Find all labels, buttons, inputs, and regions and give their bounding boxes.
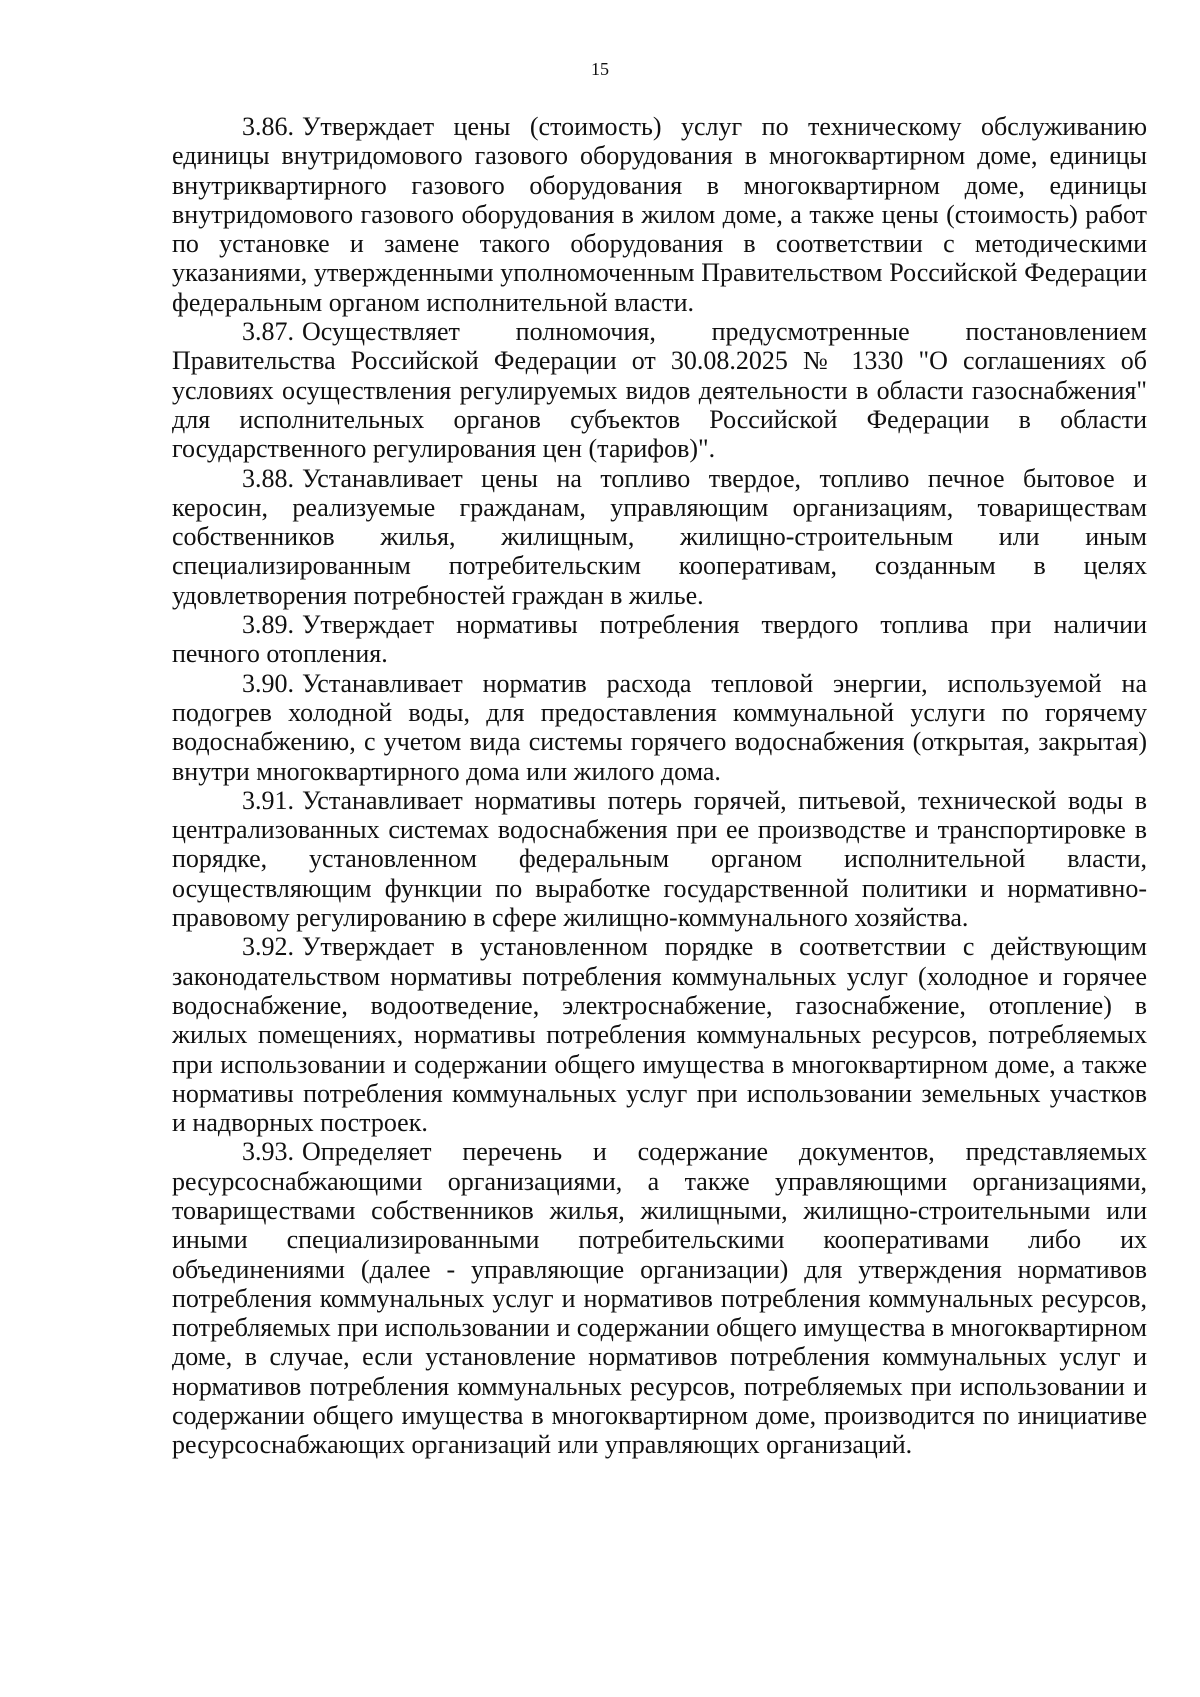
paragraph-3-87: [172, 317, 1147, 463]
paragraph-3-88: [172, 464, 1147, 610]
paragraph-3-91: [172, 786, 1147, 932]
paragraph-3-92: [172, 932, 1147, 1137]
paragraph-number: 3.90.: [242, 668, 294, 698]
paragraph-3-89: [172, 610, 1147, 669]
paragraph-number: 3.93.: [242, 1137, 294, 1167]
paragraph-number: 3.89.: [242, 610, 294, 640]
paragraph-number: 3.86.: [242, 112, 294, 141]
paragraph-3-93: [172, 1137, 1147, 1459]
paragraph-text: Устанавливает норматив расхода тепловой энергии, используемой на подогрев холодной воды, для предоставления коммунальной услуги по горячему водоснабжению, с учетом вида системы горячего водоснабжения (открытая, закрытая) внутри многоквартирного дома или жилого дома.: [172, 668, 1147, 786]
paragraph-text: Утверждает в установленном порядке в соответствии с действующим законодательством нормативы потребления коммунальных услуг (холодное и горячее водоснабжение, водоотведение, электроснабжение, газоснабжение, отопление) в жилых помещениях, нормативы потребления коммунальных ресурсов, потребляемых при использовании и содержании общего имущества в многоквартирном доме, а также нормативы потребления коммунальных услуг при использовании земельных участков и надворных построек.: [172, 932, 1147, 1138]
paragraph-text: Утверждает цены (стоимость) услуг по техническому обслуживанию единицы внутридомового газового оборудования в многоквартирном доме, единицы внутриквартирного газового оборудования в многоквартирном доме, единицы внутридомового газового оборудования в жилом доме, а также цены (стоимость) работ по установке и замене такого оборудования в соответствии с методическими указаниями, утвержденными уполномоченным Правительством Российской Федерации федеральным органом исполнительной власти.: [172, 112, 1147, 317]
paragraph-3-86: [172, 112, 1147, 317]
paragraph-text: Устанавливает нормативы потерь горячей, питьевой, технической воды в централизованных системах водоснабжения при ее производстве и транспортировке в порядке, установленном федеральным органом исполнительной власти, осуществляющим функции по выработке государственной политики и нормативно-правовому регулированию в сфере жилищно-коммунального хозяйства.: [172, 785, 1147, 933]
paragraph-number: 3.91.: [242, 785, 294, 815]
page-number: 15: [591, 59, 609, 79]
paragraph-3-90: [172, 669, 1147, 786]
paragraph-text: Устанавливает цены на топливо твердое, топливо печное бытовое и керосин, реализуемые гражданам, управляющим организациям, товариществам собственников жилья, жилищным, жилищно-строительным или иным специализированным потребительским кооперативам, созданным в целях удовлетворения потребностей граждан в жилье.: [172, 463, 1147, 610]
paragraph-text: Осуществляет полномочия, предусмотренные постановлением Правительства Российской Федерации от 30.08.2025 № 1330 "О соглашениях об условиях осуществления регулируемых видов деятельности в области газоснабжения" для исполнительных органов субъектов Российской Федерации в области государственного регулирования цен (тарифов)".: [172, 317, 1147, 464]
paragraph-number: 3.92.: [242, 932, 294, 962]
paragraph-text: Определяет перечень и содержание документов, представляемых ресурсоснабжающими организациями, а также управляющими организациями, товариществами собственников жилья, жилищными, жилищно-строительными или иными специализированными потребительскими кооперативами либо их объединениями (далее - управляющие организации) для утверждения нормативов потребления коммунальных услуг и нормативов потребления коммунальных ресурсов, потребляемых при использовании и содержании общего имущества в многоквартирном доме, в случае, если установление нормативов потребления коммунальных услуг и нормативов потребления коммунальных ресурсов, потребляемых при использовании и содержании общего имущества в многоквартирном доме, производится по инициативе ресурсоснабжающих организаций или управляющих организаций.: [172, 1137, 1147, 1460]
paragraph-text: Утверждает нормативы потребления твердого топлива при наличии печного отопления.: [172, 610, 1147, 669]
paragraph-number: 3.87.: [242, 317, 294, 347]
paragraph-number: 3.88.: [242, 463, 294, 493]
document-body: [172, 112, 1147, 1460]
